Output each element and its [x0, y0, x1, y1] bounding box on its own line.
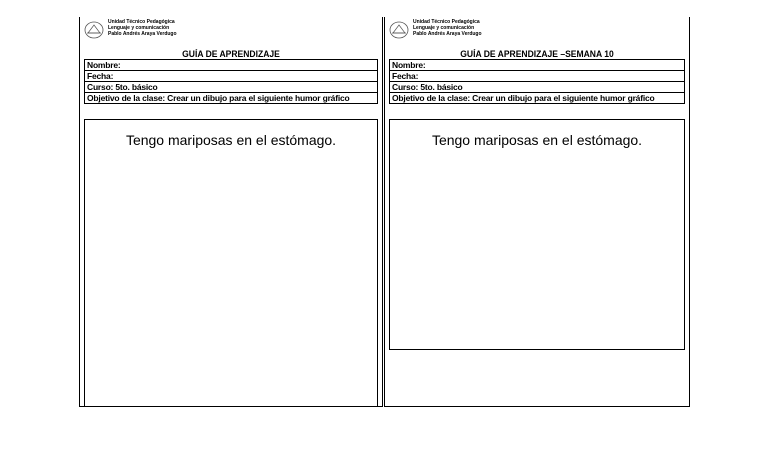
objective-field: Objetivo de la clase: Crear un dibujo para el siguiente humor gráfico [87, 93, 350, 103]
school-logo-icon [389, 20, 409, 40]
drawing-area [389, 119, 685, 350]
institution-line: Unidad Técnico Pedagógica [108, 19, 175, 25]
drawing-area [84, 119, 378, 406]
worksheet-header [385, 17, 689, 59]
student-info-table [84, 59, 378, 104]
course-field: Curso: 5to. básico [85, 82, 377, 93]
worksheet-left [79, 17, 383, 407]
drawing-prompt: Tengo mariposas en el estómago. [431, 132, 643, 148]
date-field: Fecha: [390, 71, 684, 82]
worksheet-title: GUÍA DE APRENDIZAJE [182, 49, 280, 59]
objective-field: Objetivo de la clase: Crear un dibujo para el siguiente humor gráfico [392, 93, 655, 103]
course-field: Curso: 5to. básico [390, 82, 684, 93]
name-field: Nombre: [390, 60, 684, 71]
institution-info [413, 19, 482, 37]
school-logo-icon [84, 20, 104, 40]
student-info-table [389, 59, 685, 104]
name-field: Nombre: [85, 60, 377, 71]
worksheet-right [384, 17, 690, 407]
institution-info [108, 19, 177, 37]
worksheet-title: GUÍA DE APRENDIZAJE –SEMANA 10 [460, 49, 614, 59]
date-field: Fecha: [85, 71, 377, 82]
institution-line: Lenguaje y comunicación [108, 25, 170, 31]
drawing-prompt: Tengo mariposas en el estómago. [125, 132, 337, 148]
institution-line: Pablo Andrés Araya Verdugo [108, 31, 177, 37]
institution-line: Lenguaje y comunicación [413, 25, 475, 31]
institution-line: Unidad Técnico Pedagógica [413, 19, 480, 25]
worksheet-header [80, 17, 382, 59]
institution-line: Pablo Andrés Araya Verdugo [413, 31, 482, 37]
